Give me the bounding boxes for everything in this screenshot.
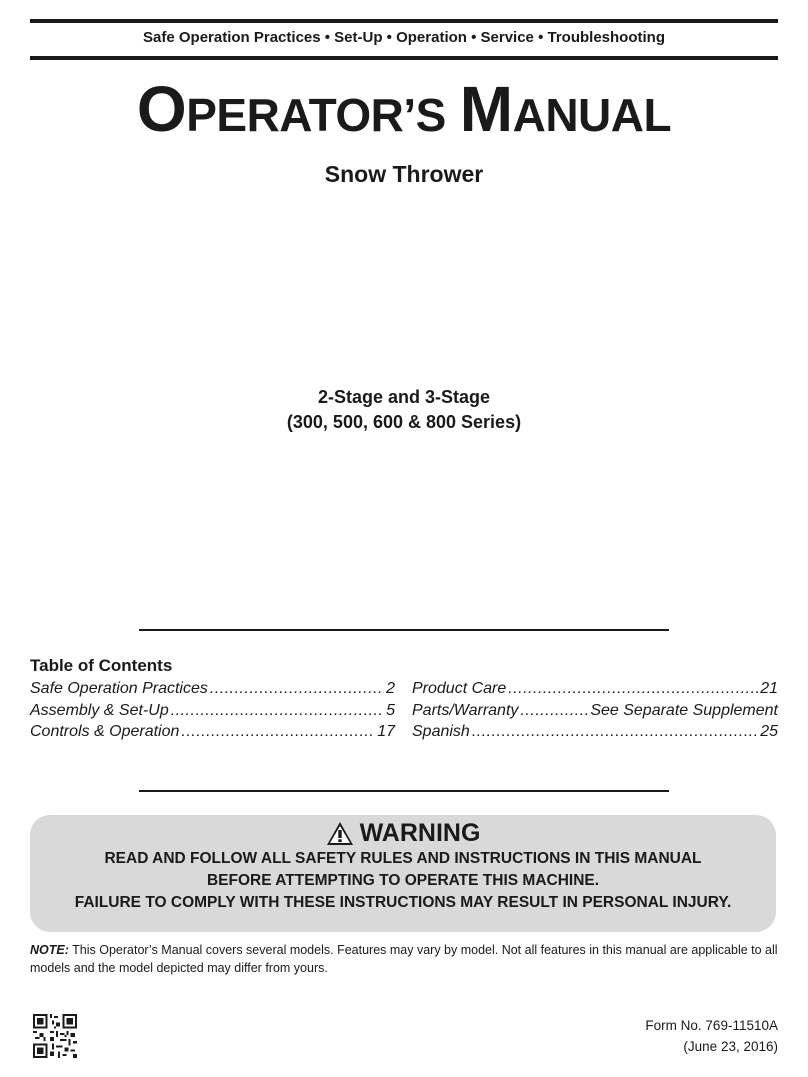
toc-entry-label: Parts/Warranty [412,701,519,719]
series-info [0,385,808,435]
divider-top [139,629,669,631]
toc-right-column [412,680,778,745]
form-date: (June 23, 2016) [683,1039,778,1054]
warning-line-1: READ AND FOLLOW ALL SAFETY RULES AND INSTRUCTIONS IN THIS MANUAL [104,850,702,867]
toc-entry-label: Controls & Operation [30,723,180,740]
toc-left-column [30,680,395,745]
toc-entry-page: 5 [386,701,395,719]
product-subtitle: Snow Thrower [324,161,484,187]
toc-entry-page: See Separate Supplement [590,701,778,719]
note-text: This Operator’s Manual covers several models. Features may vary by model. Not all features in this manual are applicable to all models and the model depicted may differ from yours. [30,943,778,975]
warning-box [30,815,776,932]
toc-entry-page: 25 [760,723,778,740]
note-label: NOTE: [30,943,69,957]
note-paragraph [30,941,780,977]
toc-entry-page: 17 [377,723,395,740]
warning-triangle-icon [326,821,354,846]
warning-line-3: FAILURE TO COMPLY WITH THESE INSTRUCTIONS MAY RESULT IN PERSONAL INJURY. [74,894,732,911]
toc-dots [508,680,758,698]
toc-entry-label: Spanish [412,723,470,740]
title-word-2: ANUAL [512,89,672,141]
toc-entry-label: Safe Operation Practices [30,680,208,697]
toc-entry-label: Assembly & Set-Up [30,701,169,719]
toc-entry[interactable] [412,702,778,724]
toc-dots [210,680,384,698]
toc-entry[interactable] [30,723,395,745]
divider-bottom [139,790,669,792]
toc-entry[interactable] [30,702,395,724]
series-line-2: (300, 500, 600 & 800 Series) [286,412,522,432]
title-word-1: PERATOR’S [186,89,446,141]
toc-heading: Table of Contents [30,656,173,675]
toc-entry-label: Product Care [412,680,507,697]
toc-entry-page: 21 [760,680,778,697]
toc-dots [472,723,758,741]
toc-entry-page: 2 [386,680,395,697]
toc-entry[interactable] [412,680,778,702]
toc-entry[interactable] [30,680,395,702]
form-number-text: Form No. 769-11510A [645,1018,778,1033]
title-initial-2: M [459,73,513,145]
warning-heading [30,819,776,848]
series-line-1: 2-Stage and 3-Stage [317,387,491,407]
toc-dots [171,702,384,720]
warning-line-2: BEFORE ATTEMPTING TO OPERATE THIS MACHINE. [206,872,600,889]
toc-dots [181,723,375,741]
form-number [645,1015,778,1057]
header-tagline: Safe Operation Practices • Set-Up • Operation • Service • Troubleshooting [143,29,665,46]
warning-title: WARNING [359,819,481,847]
qr-code-icon [33,1014,77,1058]
manual-title [0,72,808,146]
toc-entry[interactable] [412,723,778,745]
top-rule [30,19,778,23]
title-initial-1: O [136,73,187,145]
header-rule [30,56,778,60]
toc-dots [520,702,588,720]
